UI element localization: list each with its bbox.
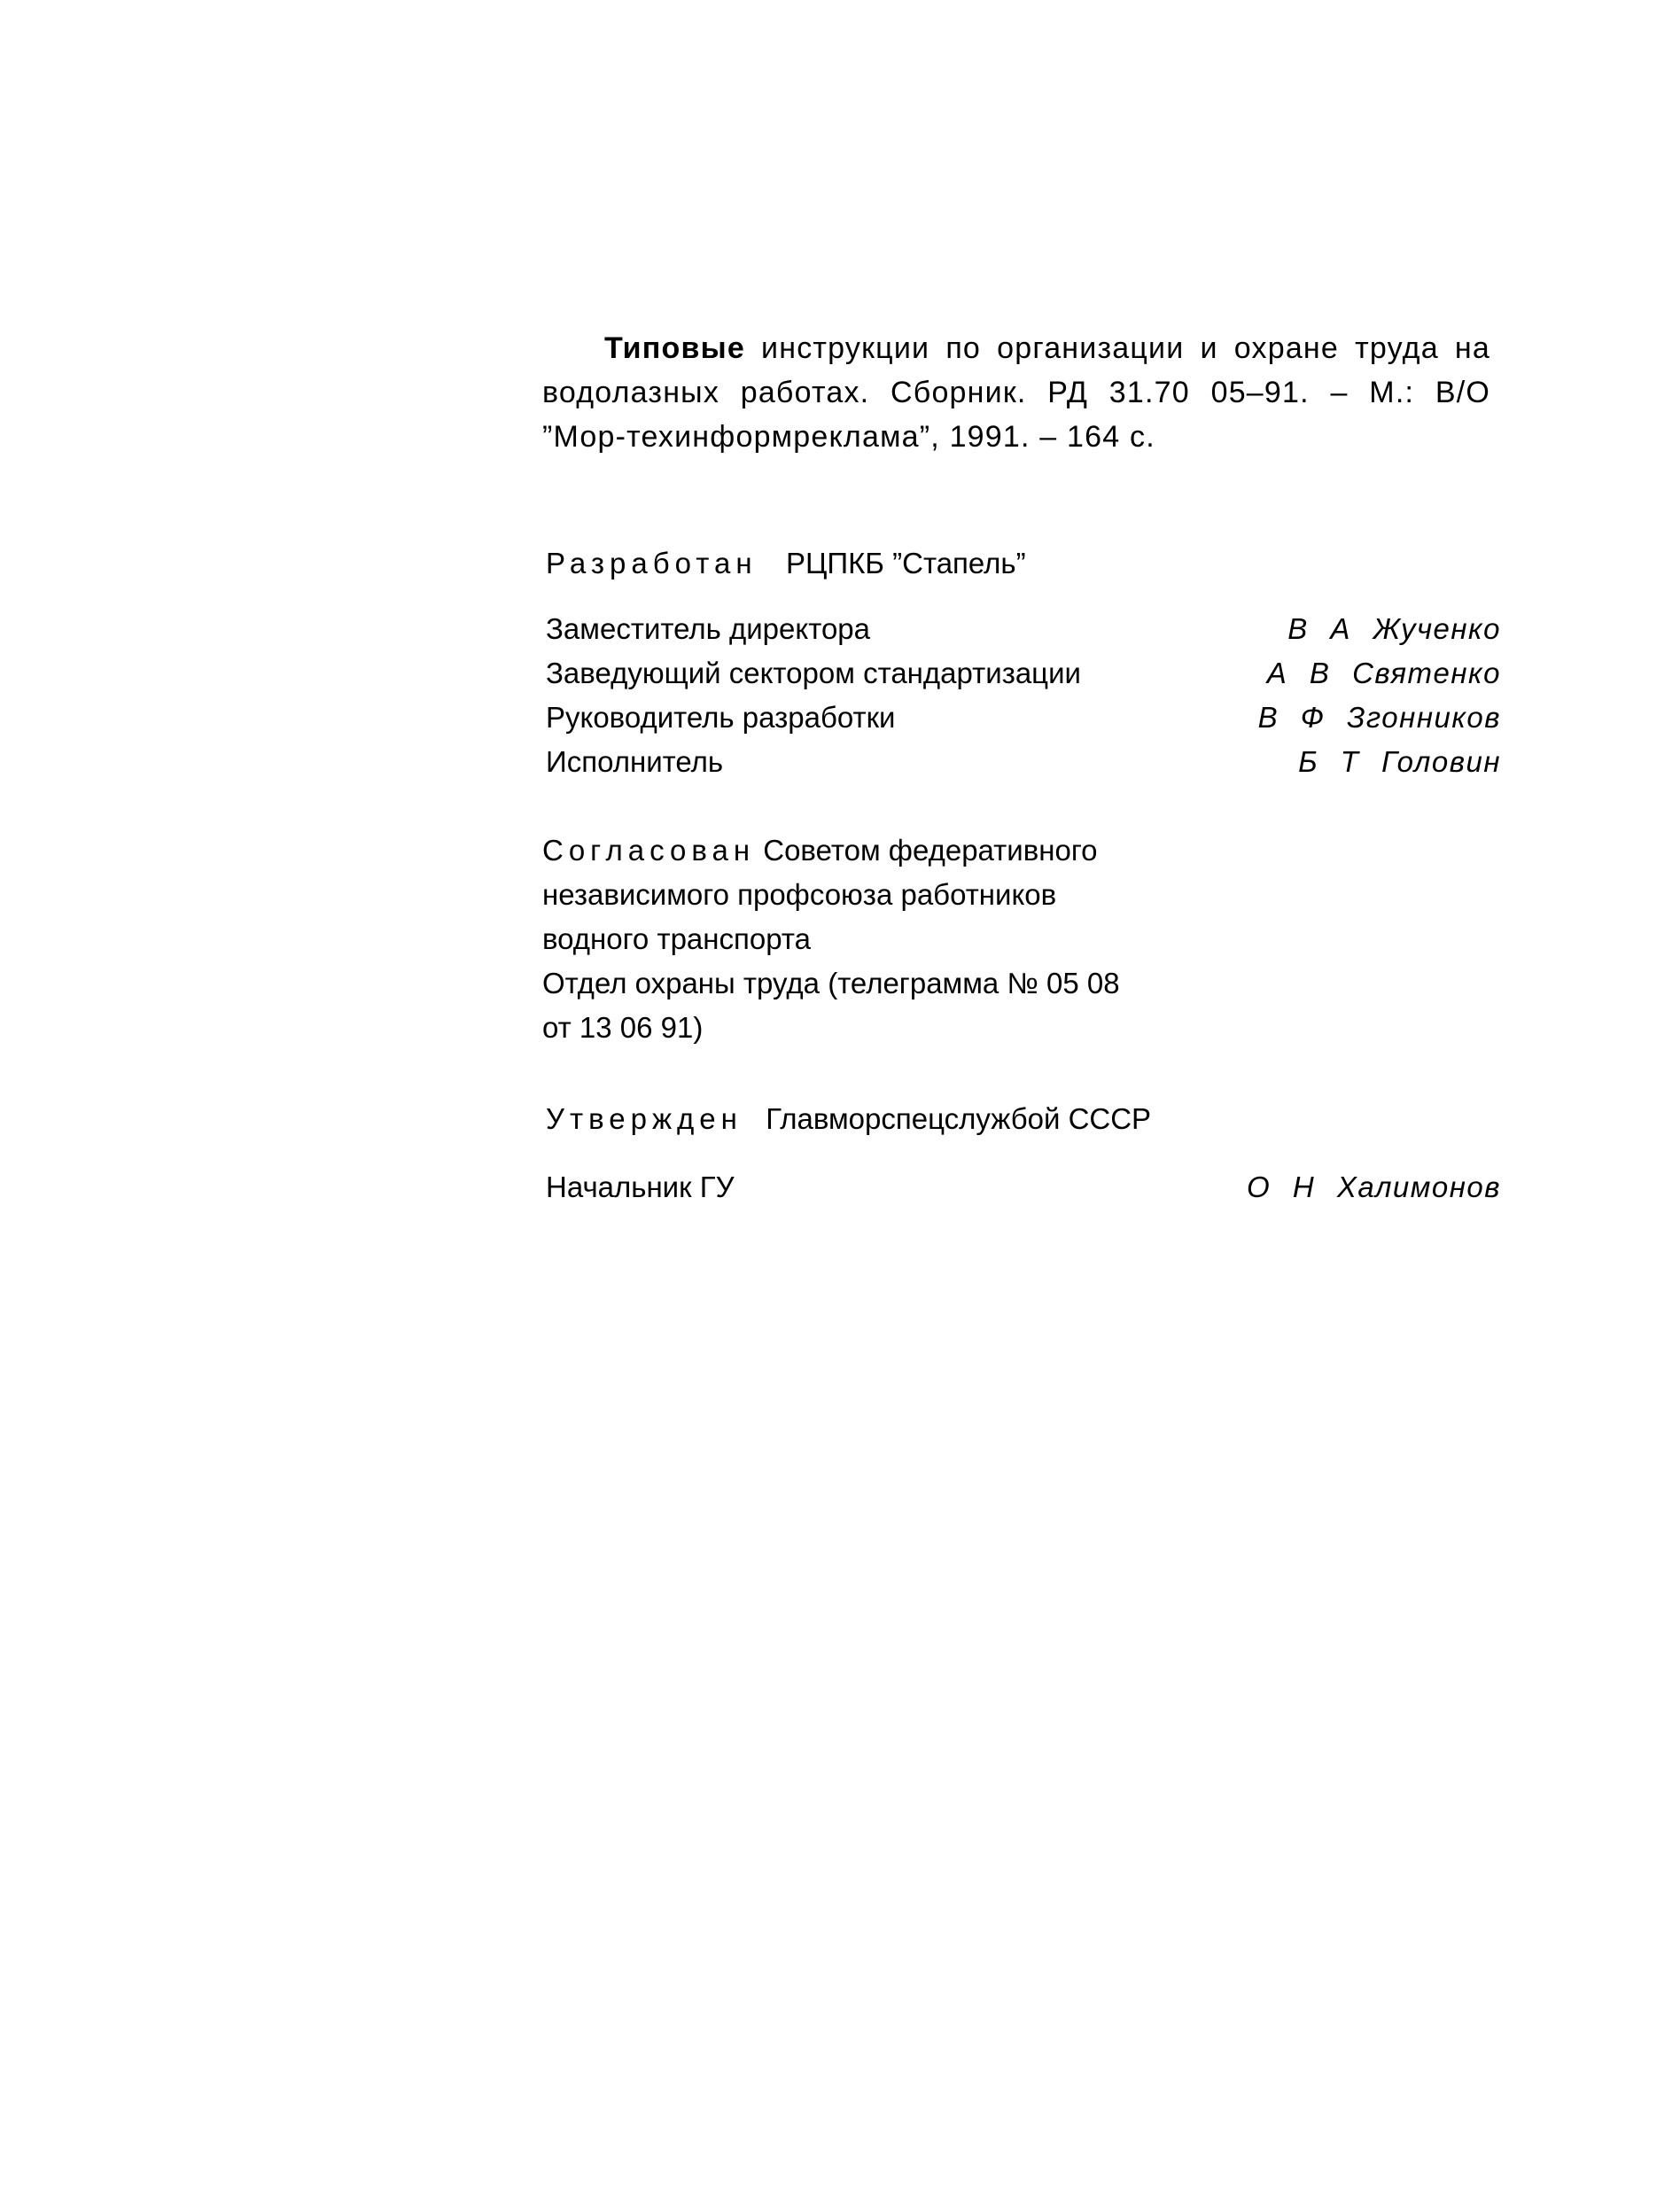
agreed-line-3: водного транспорта bbox=[542, 922, 811, 955]
staff-name: Б Т Головин bbox=[1298, 745, 1501, 778]
approved-name: О Н Халимонов bbox=[1246, 1170, 1501, 1203]
developed-label: Разработан bbox=[546, 547, 758, 579]
biblio-title-bold: Типовые bbox=[604, 331, 745, 365]
agreed-block bbox=[542, 828, 1120, 1050]
agreed-line-2: независимого профсоюза работников bbox=[542, 878, 1057, 911]
staff-name: В А Жученко bbox=[1287, 612, 1501, 645]
developed-row bbox=[546, 546, 1026, 581]
approved-row bbox=[546, 1101, 1151, 1137]
staff-role: Руководитель разработки bbox=[546, 701, 896, 734]
biblio-text: инструкции по организации и охране труда на водолазных работах. Сборник. РД 31.70 05–91. – М.: В/О ”Мор-техинформреклама”, 1991. – 164 с. bbox=[542, 331, 1490, 454]
staff-name: В Ф Згонников bbox=[1257, 701, 1501, 734]
staff-role: Исполнитель bbox=[546, 745, 724, 778]
approved-label: Утвержден bbox=[546, 1102, 743, 1135]
agreed-line-4: Отдел охраны труда (телеграмма № 05 08 bbox=[542, 967, 1120, 999]
agreed-line-5: от 13 06 91) bbox=[542, 1011, 704, 1044]
agreed-text-1: Советом федеративного bbox=[763, 834, 1098, 867]
developed-org: РЦПКБ ”Стапель” bbox=[785, 547, 1026, 579]
agreed-line-1 bbox=[542, 828, 1120, 873]
agreed-label: Согласован bbox=[542, 834, 756, 867]
staff-name: А В Святенко bbox=[1266, 657, 1501, 689]
approved-org: Главморспецслужбой СССР bbox=[766, 1102, 1152, 1135]
bibliographic-description bbox=[542, 326, 1490, 459]
approved-role: Начальник ГУ bbox=[546, 1170, 735, 1203]
staff-role: Заместитель директора bbox=[546, 612, 870, 645]
staff-role: Заведующий сектором стандартизации bbox=[546, 657, 1081, 689]
